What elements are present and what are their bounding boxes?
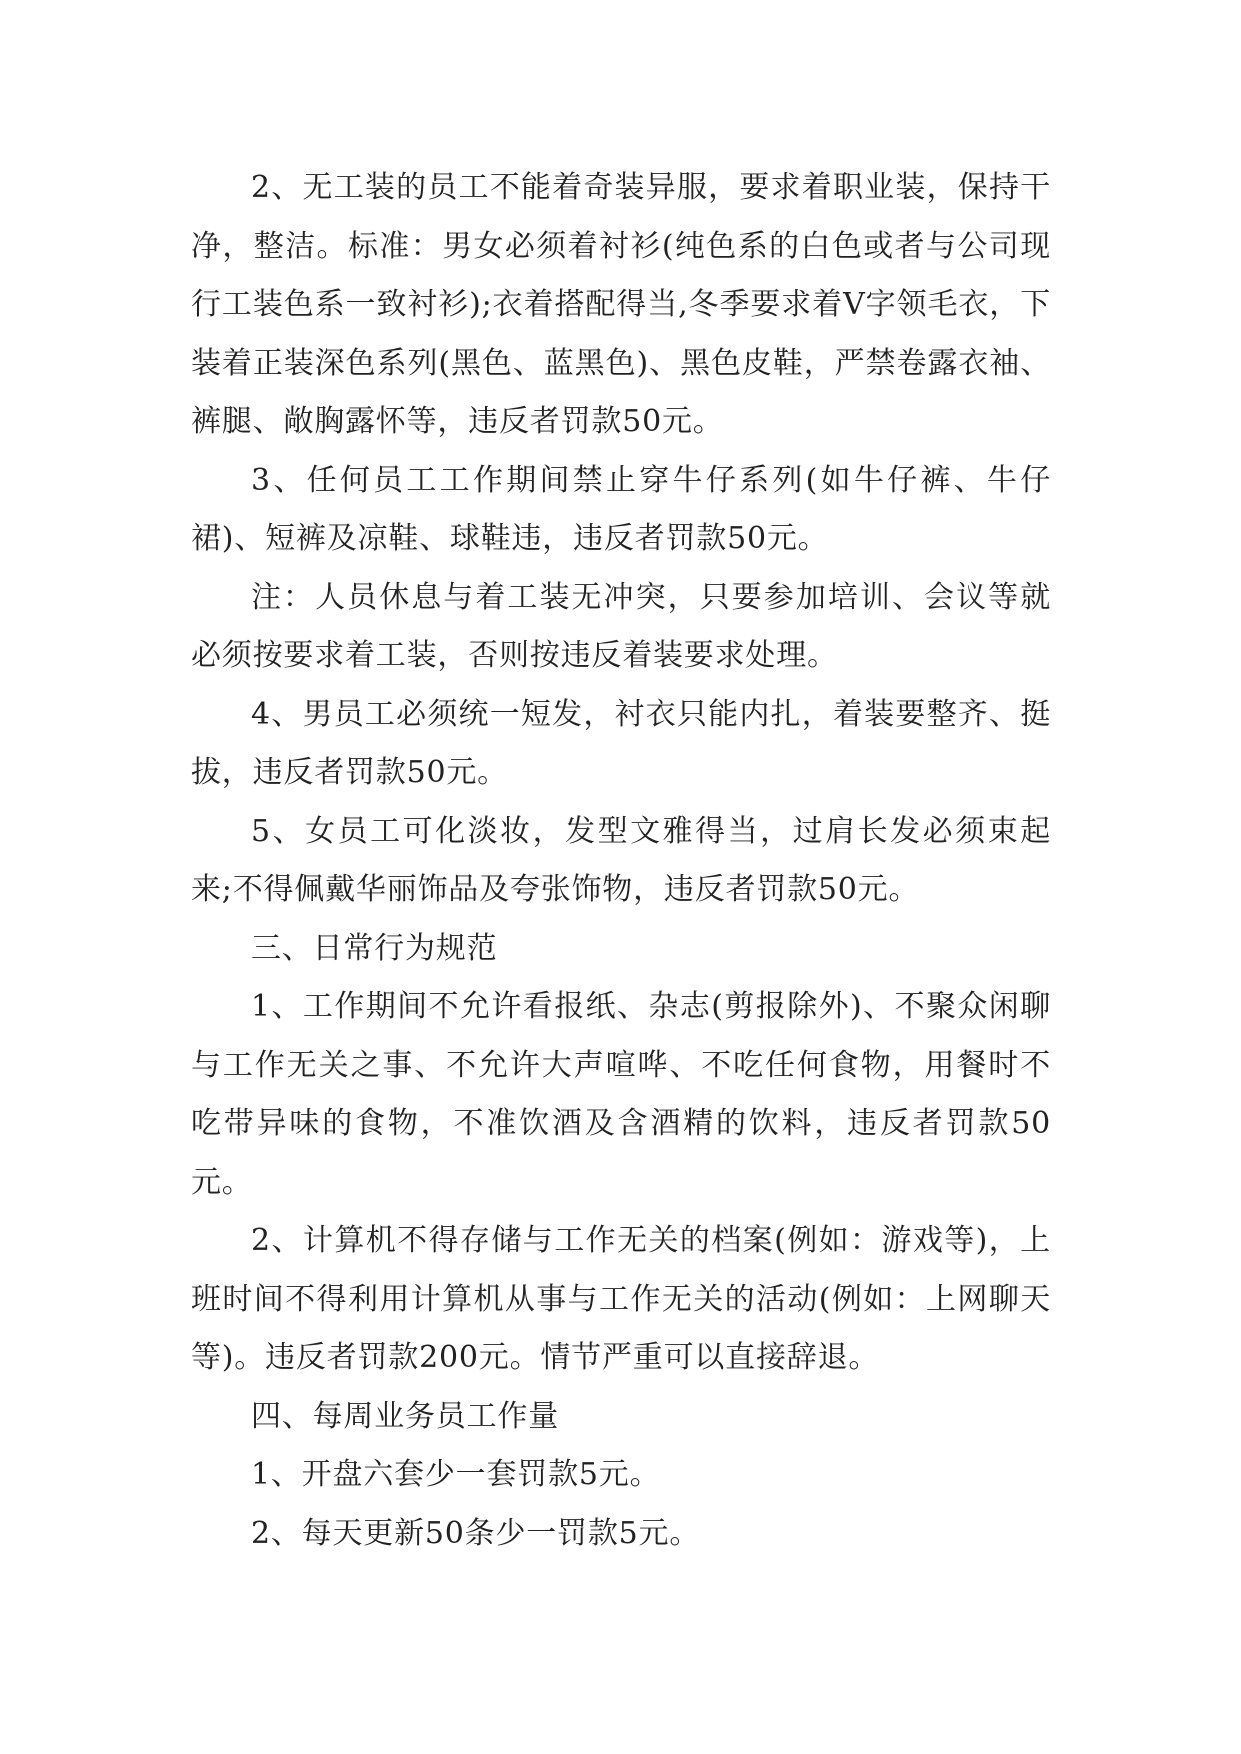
document-body [191, 159, 1051, 1563]
paragraph-dress-code-no-uniform: 2、无工装的员工不能着奇装异服，要求着职业装，保持干净，整洁。标准：男女必须着衬衫(纯色系的白色或者与公司现行工装色系一致衬衫);衣着搭配得当,冬季要求着V字领毛衣，下装着正装深色系列(黑色、蓝黑色)、黑色皮鞋，严禁卷露衣袖、裤腿、敞胸露怀等，违反者罚款50元。 [191, 170, 1051, 439]
paragraph-no-denim: 3、任何员工工作期间禁止穿牛仔系列(如牛仔裤、牛仔裙)、短裤及凉鞋、球鞋违，违反者罚款50元。 [191, 462, 1051, 556]
paragraph-note-uniform: 注：人员休息与着工装无冲突，只要参加培训、会议等就必须按要求着工装，否则按违反着装要求处理。 [191, 579, 1051, 673]
section-heading-daily-conduct: 三、日常行为规范 [251, 930, 498, 966]
paragraph-workload-listings: 1、开盘六套少一套罚款5元。 [251, 1457, 661, 1492]
paragraph-workload-updates: 2、每天更新50条少一罚款5元。 [251, 1515, 701, 1551]
paragraph-computer-use: 2、计算机不得存储与工作无关的档案(例如：游戏等)，上班时间不得利用计算机从事与工作无关的活动(例如：上网聊天等)。违反者罚款200元。情节严重可以直接辞退。 [191, 1223, 1051, 1375]
paragraph-female-staff: 5、女员工可化淡妆，发型文雅得当，过肩长发必须束起来;不得佩戴华丽饰品及夸张饰物，违反者罚款50元。 [191, 813, 1051, 907]
paragraph-male-staff: 4、男员工必须统一短发，衬衣只能内扎，着装要整齐、挺拔，违反者罚款50元。 [191, 696, 1051, 790]
paragraph-work-conduct: 1、工作期间不允许看报纸、杂志(剪报除外)、不聚众闲聊与工作无关之事、不允许大声喧哗、不吃任何食物，用餐时不吃带异味的食物，不准饮酒及含酒精的饮料，违反者罚款50元。 [191, 989, 1051, 1200]
section-heading-weekly-workload: 四、每周业务员工作量 [251, 1398, 559, 1434]
